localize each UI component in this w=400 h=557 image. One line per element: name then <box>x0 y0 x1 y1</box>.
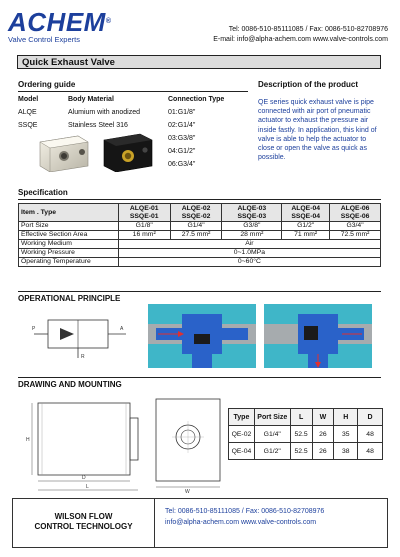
section-view-exhaust <box>264 304 372 368</box>
table-row: Port Size G1/8" G1/4" G3/8" G1/2" G3/4" <box>19 222 381 231</box>
ordering-connection-column <box>168 93 248 171</box>
model-column-04: ALQE-04 SSQE-04 <box>282 204 330 222</box>
connection-type-header: Connection Type <box>168 96 225 103</box>
dimension-table <box>228 408 383 460</box>
ordering-rule <box>18 91 248 92</box>
stainless-valve-photo <box>98 130 154 172</box>
page-footer <box>12 498 388 548</box>
svg-text:P: P <box>32 326 36 332</box>
specification-heading: Specification <box>18 188 68 197</box>
table-row: Effective Section Area 16 mm² 27.5 mm² 28 mm² 71 mm² 72.5 mm² <box>19 231 381 240</box>
spec-header-row <box>19 204 381 222</box>
body-material-alumium: Alumium with anodized <box>68 109 140 116</box>
model-alqe: ALQE <box>18 109 37 116</box>
model-ssqe: SSQE <box>18 122 38 129</box>
footer-company-name: WILSON FLOW CONTROL TECHNOLOGY <box>13 499 155 547</box>
section-view-supply <box>148 304 256 368</box>
footer-email-web: info@alpha-achem.com www.valve-controls.com <box>165 519 317 526</box>
operational-rule-top <box>18 291 381 292</box>
header-phone-fax: Tel: 0086-510-85111085 / Fax: 0086-510-82708976 <box>228 26 388 33</box>
ordering-guide-heading: Ordering guide <box>18 80 76 89</box>
dim-header-row: Type Port Size L W H D <box>229 409 383 426</box>
connection-06: 06:G3/4" <box>168 161 196 168</box>
table-row: Working Pressure 0~1.0MPa <box>19 249 381 258</box>
product-title: Quick Exhaust Valve <box>22 57 115 68</box>
table-row: Working Medium Air <box>19 240 381 249</box>
logo-text: ACHEM <box>8 7 106 37</box>
table-row: QE-02 G1/4" 52.5 26 35 48 <box>229 426 383 443</box>
model-column-01: ALQE-01 SSQE-01 <box>118 204 170 222</box>
connection-03: 03:G3/8" <box>168 135 196 142</box>
dim-label-l: L <box>86 484 89 490</box>
svg-text:A: A <box>120 326 124 332</box>
valve-schematic-symbol <box>30 310 130 360</box>
header-contact <box>213 25 388 45</box>
page-header <box>0 0 400 50</box>
dim-label-h: H <box>26 437 30 443</box>
achem-logo <box>8 7 112 44</box>
connection-01: 01:G1/8" <box>168 109 196 116</box>
dim-label-w: W <box>185 489 190 495</box>
ordering-model-column <box>18 93 64 132</box>
product-title-bar <box>17 55 381 69</box>
logo-registered-mark: ® <box>105 18 112 25</box>
valve-dimension-drawing <box>18 393 223 496</box>
svg-text:R: R <box>81 354 85 360</box>
dim-label-d: D <box>82 475 86 481</box>
drawing-rule-top <box>18 377 381 378</box>
ordering-body-column <box>68 93 166 132</box>
model-column-06: ALQE-06 SSQE-06 <box>330 204 381 222</box>
footer-contact <box>165 506 324 528</box>
drawing-mounting-heading: DRAWING AND MOUNTING <box>18 380 122 389</box>
footer-phone-fax: Tel: 0086-510-85111085 / Fax: 0086-510-82708976 <box>165 508 325 515</box>
table-row: QE-04 G1/2" 52.5 26 38 48 <box>229 443 383 460</box>
aluminium-valve-photo <box>34 132 90 172</box>
logo-tagline: Valve Control Experts <box>8 35 80 44</box>
specification-rule <box>18 199 381 200</box>
description-text: QE series quick exhaust valve is pipe connected with air port of pneumatic actuator to exhaust the pressure air inside fastly. In application, this kind of valve is able to help the actuator to close or open the valve as quick as possible. <box>258 99 377 162</box>
connection-02: 02:G1/4" <box>168 122 196 129</box>
model-column-02: ALQE-02 SSQE-02 <box>170 204 222 222</box>
header-email-web: E-mail: info@alpha-achem.com www.valve-controls.com <box>213 36 388 43</box>
body-material-stainless: Stainless Steel 316 <box>68 122 128 129</box>
model-header: Model <box>18 96 39 103</box>
item-type-header: Item . Type <box>19 204 119 222</box>
model-column-03: ALQE-03 SSQE-03 <box>222 204 282 222</box>
operational-principle-heading: OPERATIONAL PRINCIPLE <box>18 294 121 303</box>
table-row: Operating Temperature 0~60°C <box>19 258 381 267</box>
body-material-header: Body Material <box>68 96 114 103</box>
specification-table <box>18 203 381 267</box>
connection-04: 04:G1/2" <box>168 148 196 155</box>
description-heading: Description of the product <box>258 80 358 89</box>
